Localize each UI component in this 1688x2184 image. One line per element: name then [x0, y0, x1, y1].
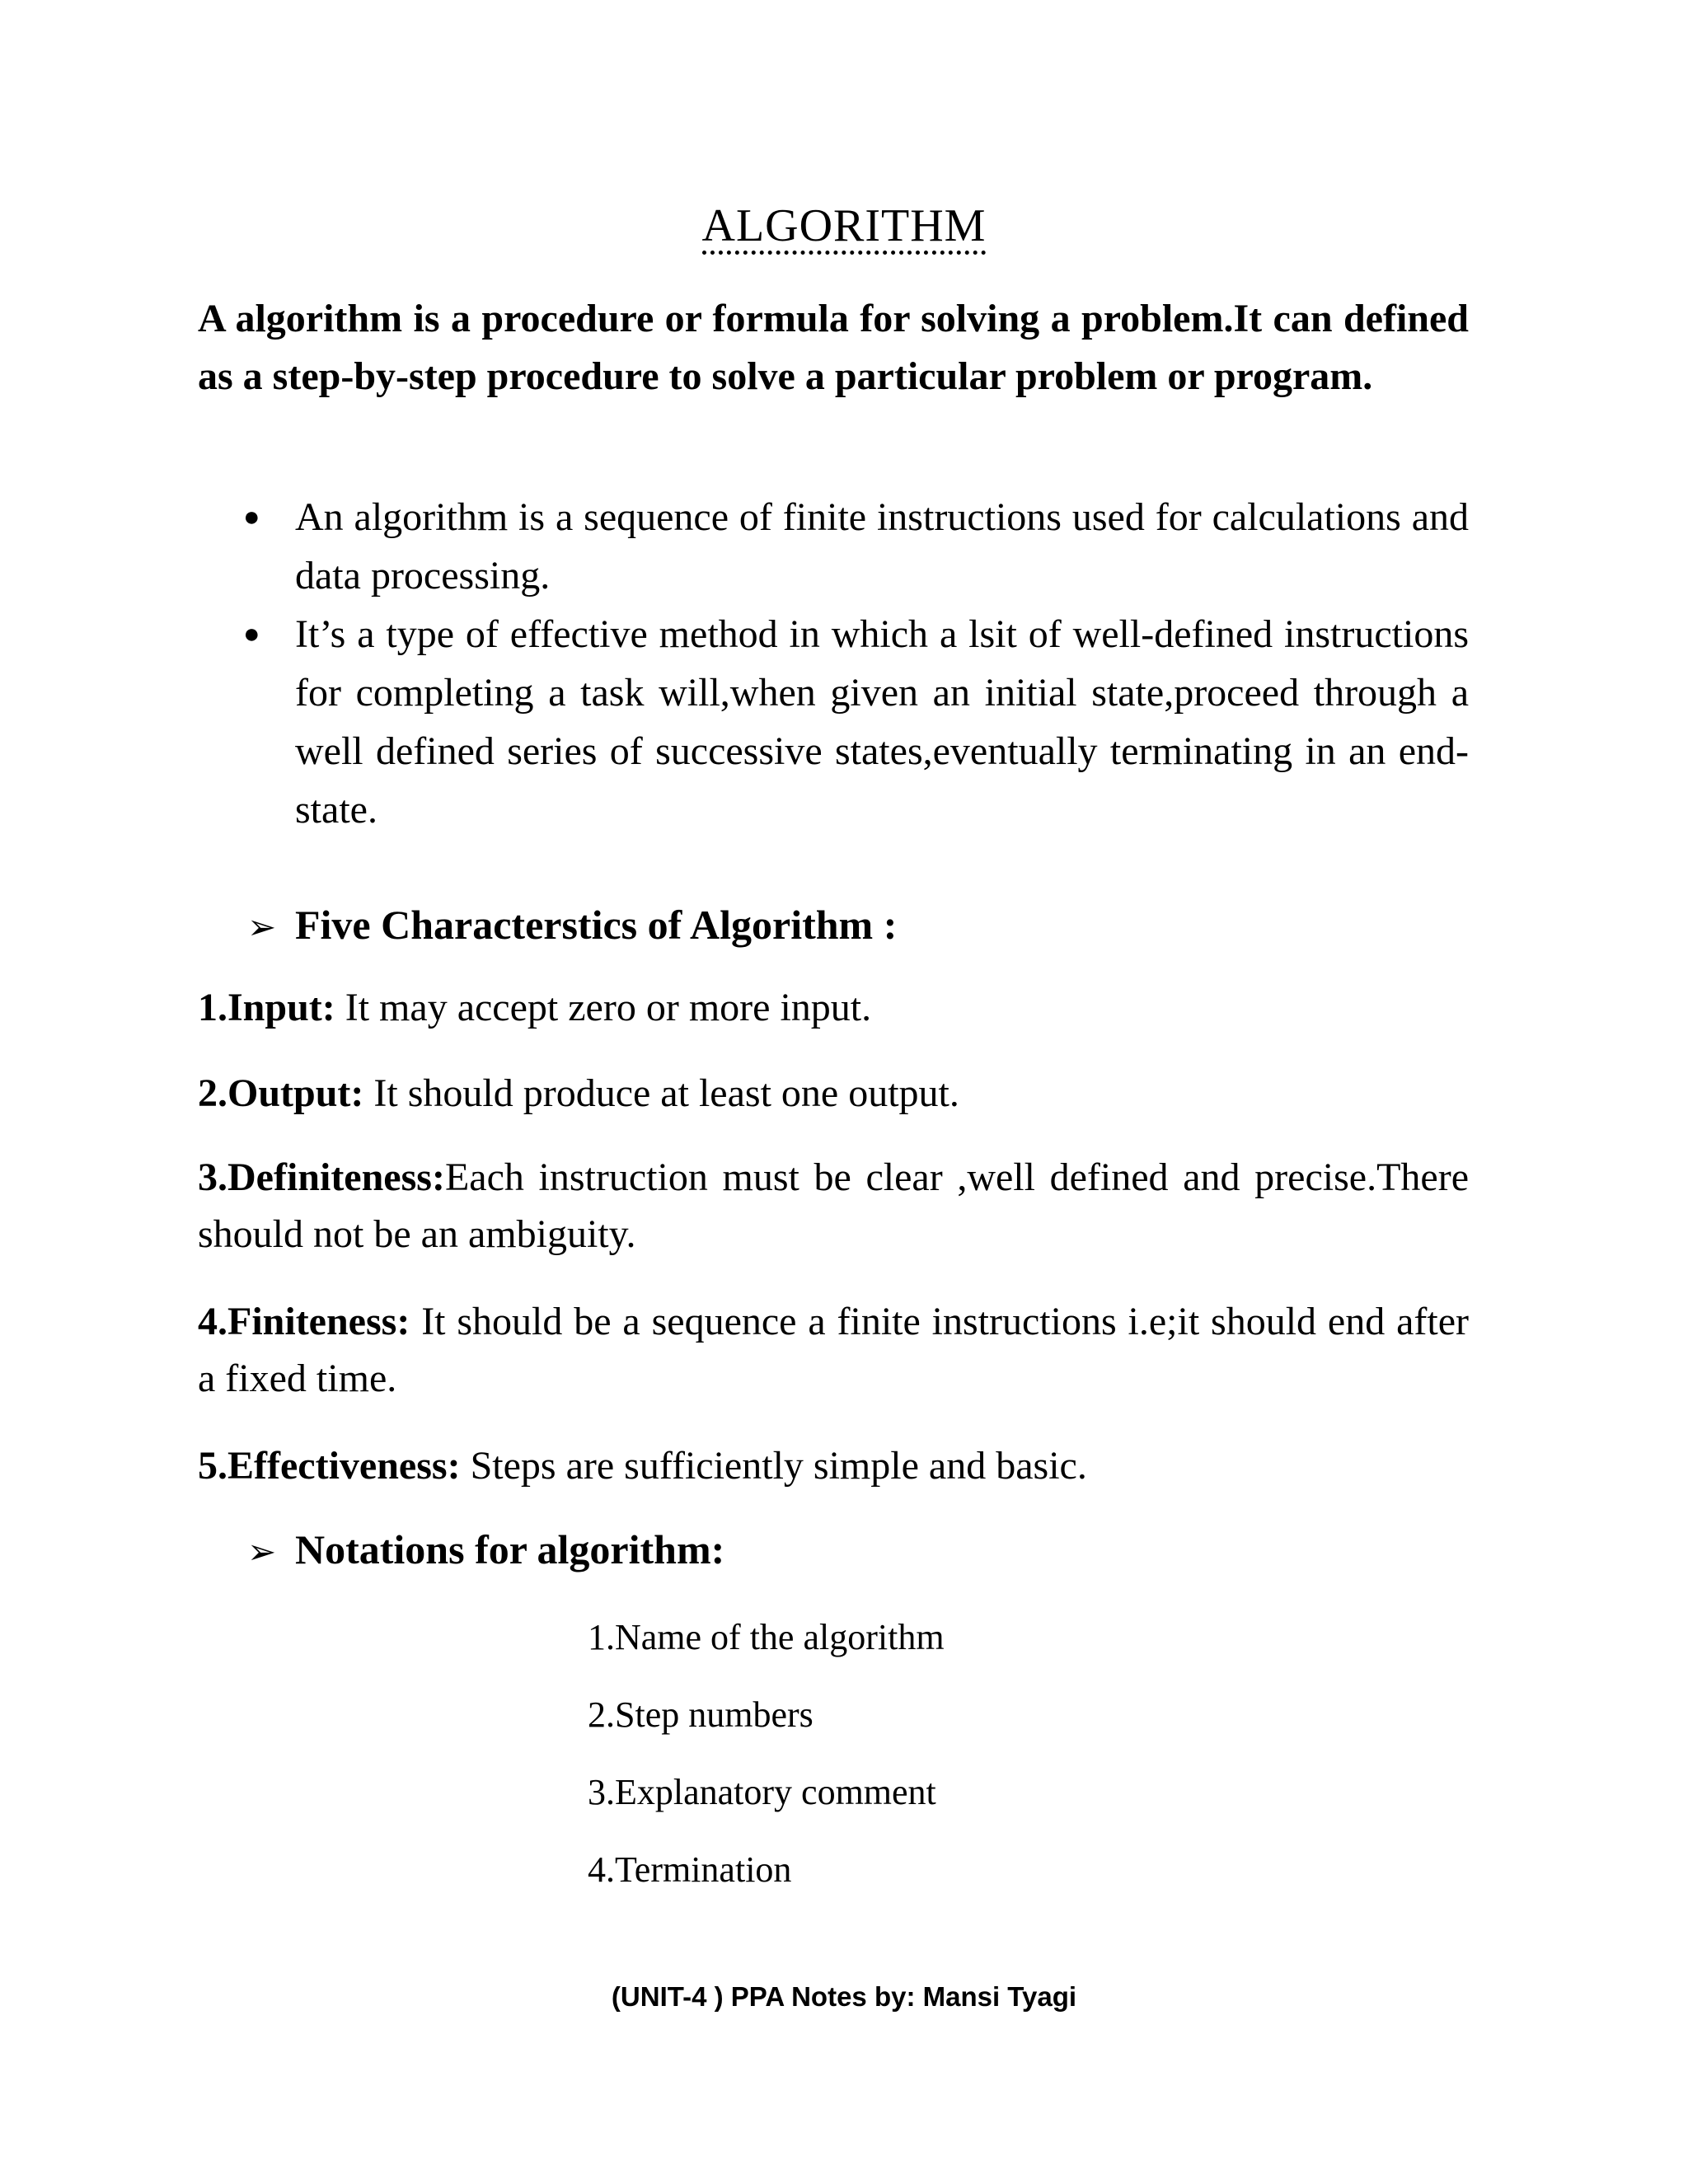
- page-footer: (UNIT-4 ) PPA Notes by: Mansi Tyagi: [611, 1981, 1077, 2012]
- characteristic-input: [198, 979, 1469, 1036]
- list-item-text: It’s a type of effective method in which a lsit of well-defined instructions for completing a task will,when given an initial state,proceed through a well defined series of successive states,eventually terminating in an end-state.: [295, 612, 1469, 832]
- characteristic-text: Steps are sufficiently simple and basic.: [460, 1444, 1087, 1488]
- list-item: 4.Termination: [588, 1849, 792, 1890]
- characteristic-text: Each instruction must be clear ,well defined and precise.There should not be an ambiguity.: [198, 1155, 1469, 1256]
- characteristic-output: [198, 1065, 1469, 1122]
- arrow-bullet-icon: ➢: [247, 1531, 277, 1572]
- bullet-list: [198, 488, 1469, 839]
- notations-heading-text: Notations for algorithm:: [295, 1526, 725, 1572]
- list-item: 2.Step numbers: [588, 1694, 814, 1735]
- notations-list: [588, 1599, 945, 1909]
- characteristic-text: It may accept zero or more input.: [335, 986, 872, 1029]
- characteristics-heading: [247, 896, 1467, 956]
- characteristic-text: It should be a sequence a finite instructions i.e;it should end after a fixed time.: [198, 1300, 1469, 1400]
- list-item: [198, 488, 1469, 605]
- arrow-bullet-icon: ➢: [247, 907, 277, 947]
- characteristic-label: 2.Output:: [198, 1071, 364, 1115]
- characteristic-finiteness: [198, 1293, 1469, 1407]
- intro-paragraph: A algorithm is a procedure or formula for solving a problem.It can defined as a step-by-step procedure to solve a particular problem or program.: [198, 297, 1469, 398]
- page-title: [0, 199, 1688, 255]
- list-item-text: An algorithm is a sequence of finite instructions used for calculations and data processing.: [295, 495, 1469, 598]
- bullet-icon: ●: [243, 619, 260, 649]
- list-item: [198, 605, 1469, 839]
- page-title-text: ALGORITHM: [702, 203, 987, 255]
- characteristic-effectiveness: [198, 1437, 1469, 1494]
- characteristic-label: 4.Finiteness:: [198, 1300, 410, 1343]
- characteristics-heading-text: Five Characterstics of Algorithm :: [295, 902, 898, 948]
- characteristic-label: 3.Definiteness:: [198, 1155, 445, 1199]
- bullet-icon: ●: [243, 502, 260, 532]
- list-item: 3.Explanatory comment: [588, 1772, 936, 1812]
- notations-heading: [247, 1521, 1467, 1581]
- characteristic-label: 1.Input:: [198, 986, 335, 1029]
- characteristic-text: It should produce at least one output.: [363, 1071, 959, 1115]
- characteristic-definiteness: [198, 1149, 1469, 1263]
- characteristic-label: 5.Effectiveness:: [198, 1444, 461, 1488]
- list-item: 1.Name of the algorithm: [588, 1617, 945, 1657]
